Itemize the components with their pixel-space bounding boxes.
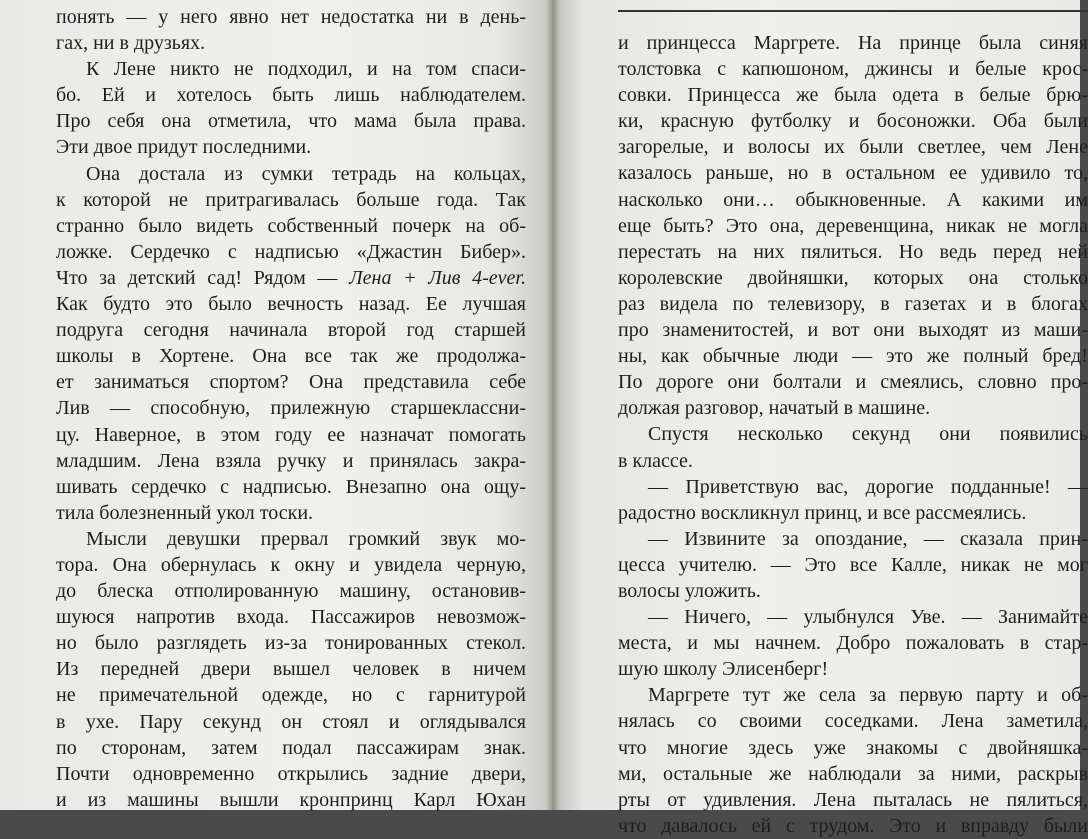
text-line: еще быть? Это она, деревенщина, никак не могла bbox=[618, 214, 1088, 237]
text-line: но было разглядеть из-за тонированных стекол. bbox=[56, 632, 526, 655]
text-line: младшим. Лена взяла ручку и принялась закра- bbox=[56, 449, 526, 472]
text-line: ки, красную футболку и босоножки. Оба были bbox=[618, 110, 1088, 133]
text-line: гах, ни в друзьях. bbox=[56, 32, 206, 55]
text-line: ложке. Сердечко с надписью «Джастин Бибер». bbox=[56, 240, 526, 263]
text-line: ет заниматься спортом? Она представила себе bbox=[56, 371, 526, 394]
text-line: и принцесса Маргрете. На принце была синяя bbox=[618, 32, 1088, 54]
left-page-text bbox=[56, 4, 526, 813]
text-line: — Приветствую вас, дорогие подданные! — bbox=[648, 475, 1088, 498]
top-rule bbox=[618, 10, 1088, 12]
text-line: шуюся напротив входа. Пассажиров невозмож- bbox=[56, 606, 526, 629]
text-line: Про себя она отметила, что мама была права. bbox=[56, 110, 526, 133]
text-line: — Ничего, — улыбнулся Уве. — Занимайте bbox=[648, 606, 1088, 629]
text-line: странно было видеть собственный почерк на об- bbox=[56, 214, 526, 237]
book-gutter bbox=[546, 0, 560, 810]
text-line: и из машины вышли кронпринц Карл Юхан bbox=[56, 788, 526, 811]
text-line: радостно воскликнул принц, и все рассмеялись. bbox=[618, 501, 1027, 524]
text-line: что давалось ей с трудом. Это и вправду были bbox=[618, 814, 1088, 837]
text-line: Мысли девушки прервал громкий звук мо- bbox=[86, 527, 526, 550]
text-line: нялась со своими соседками. Лена заметила, bbox=[618, 710, 1088, 733]
text-line: Маргрете тут же села за первую парту и об- bbox=[648, 684, 1088, 707]
text-line: Спустя несколько секунд они появились bbox=[648, 423, 1088, 446]
text-line: бо. Ей и хотелось быть лишь наблюдателем. bbox=[56, 84, 526, 107]
text-line: места, и мы начнем. Добро пожаловать в стар- bbox=[618, 632, 1088, 655]
text-line: ны, как обычные люди — это же полный бред! bbox=[618, 345, 1088, 368]
text-line: про знаменитостей, и вот они выходят из маши- bbox=[618, 319, 1088, 342]
text-line: волосы уложить. bbox=[618, 579, 761, 602]
text-line: ми, остальные же наблюдали за ними, раскрыв bbox=[618, 762, 1088, 785]
text-line: насколько они… обыкновенные. А какими им bbox=[618, 188, 1088, 211]
text-line: к которой не притрагивалась больше года. Так bbox=[56, 188, 526, 211]
text-line: тила болезненный укол тоски. bbox=[56, 501, 314, 524]
text-line: К Лене никто не подходил, и на том спаси- bbox=[86, 58, 526, 81]
text-line: По дороге они болтали и смеялись, словно про- bbox=[618, 371, 1088, 394]
text-line: Из передней двери вышел человек в ничем bbox=[56, 658, 526, 681]
text-line: по сторонам, затем подал пассажирам знак. bbox=[56, 736, 526, 759]
right-page-text bbox=[618, 30, 1088, 839]
text-line: Эти двое придут последними. bbox=[56, 136, 312, 159]
text-line: в ухе. Пару секунд он стоял и оглядывался bbox=[56, 710, 526, 733]
text-line: раз видела по телевизору, в газетах и в блогах bbox=[618, 292, 1088, 315]
text-line: до блеска отполированную машину, остановив- bbox=[56, 580, 526, 603]
text-line: цу. Наверное, в этом году ее назначат помогать bbox=[56, 423, 526, 446]
text-line: рты от удивления. Лена пыталась не пялиться, bbox=[618, 788, 1088, 811]
text-line: королевские двойняшки, которых она столько bbox=[618, 266, 1088, 289]
text-line: понять — у него явно нет недостатка ни в день- bbox=[56, 6, 526, 28]
text-line: совки. Принцесса же была одета в белые брю- bbox=[618, 84, 1088, 107]
text-line: подруга сегодня начинала второй год старшей bbox=[56, 319, 526, 342]
left-page bbox=[0, 0, 552, 810]
text-line: что многие здесь уже знакомы с двойняшка- bbox=[618, 736, 1088, 759]
text-line: школы в Хортене. Она все так же продолжа- bbox=[56, 345, 526, 368]
text-line: шивать сердечко с надписью. Внезапно она ощу- bbox=[56, 475, 526, 498]
text-line: загорелые, и волосы их были светлее, чем Лене bbox=[618, 136, 1088, 159]
text-line: в классе. bbox=[618, 449, 693, 472]
text-line: не примечательной одежде, но с гарнитурой bbox=[56, 684, 526, 707]
text-line: Почти одновременно открылись задние двери, bbox=[56, 762, 526, 785]
text-line: Как будто это было вечность назад. Ее лучшая bbox=[56, 293, 526, 316]
text-line: толстовка с капюшоном, джинсы и белые крос- bbox=[618, 58, 1088, 81]
text-line: перестать на них пялиться. Но ведь перед ней bbox=[618, 240, 1088, 263]
text-line: должая разговор, начатый в машине. bbox=[618, 397, 931, 420]
right-page bbox=[552, 0, 1088, 837]
text-line: казалось раньше, но в остальном ее удивило то, bbox=[618, 162, 1088, 185]
text-line: цесса учителю. — Это все Калле, никак не мог bbox=[618, 553, 1088, 576]
text-line: шую школу Элисенберг! bbox=[618, 658, 829, 681]
text-line: Что за детский сад! Рядом — Лена + Лив 4-ever. bbox=[56, 266, 526, 289]
text-line: Она достала из сумки тетрадь на кольцах, bbox=[86, 162, 526, 185]
text-line: тора. Она обернулась к окну и увидела черную, bbox=[56, 553, 526, 576]
text-line: Лив — способную, прилежную старшеклассни- bbox=[56, 397, 526, 420]
text-line: — Извините за опоздание, — сказала прин- bbox=[648, 527, 1088, 550]
